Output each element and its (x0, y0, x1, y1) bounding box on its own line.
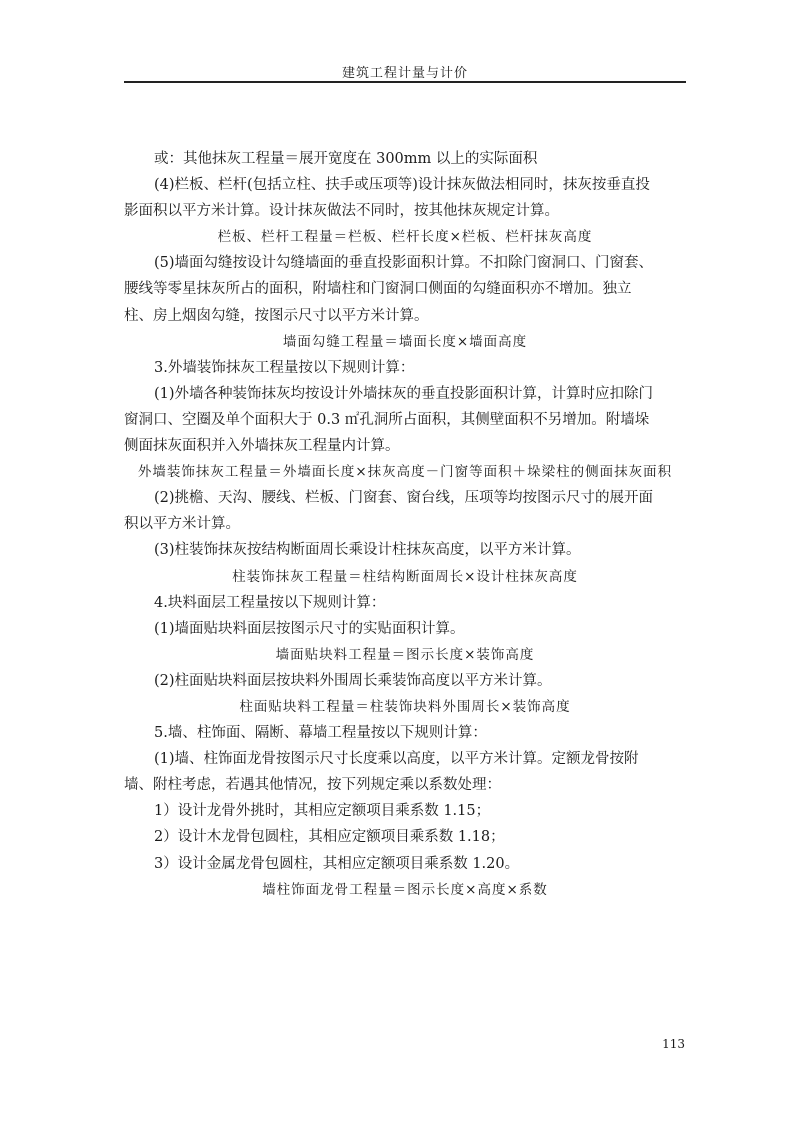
formula-line: 栏板、栏杆工程量＝栏板、栏杆长度×栏板、栏杆抹灰高度 (217, 229, 593, 246)
formula-line: 柱面贴块料工程量＝柱装饰块料外围周长×装饰高度 (239, 698, 571, 715)
body-text (124, 146, 686, 903)
text-line: (4)栏板、栏杆(包括立柱、扶手或压项等)设计抹灰做法相同时，抹灰按垂直投 (154, 177, 650, 194)
text-line: 积以平方米计算。 (124, 516, 240, 533)
formula-line: 墙面贴块料工程量＝图示长度×装饰高度 (275, 646, 535, 663)
page-number: 113 (662, 1037, 685, 1051)
formula-line: 墙面勾缝工程量＝墙面长度×墙面高度 (282, 333, 528, 350)
text-line: (3)柱装饰抹灰按结构断面周长乘设计柱抹灰高度，以平方米计算。 (154, 542, 581, 559)
text-line: 墙、附柱考虑，若遇其他情况，按下列规定乘以系数处理： (124, 777, 501, 794)
formula-line: 外墙装饰抹灰工程量＝外墙面长度×抹灰高度－门窗等面积＋垛梁柱的侧面抹灰面积 (137, 464, 673, 481)
text-line: 柱、房上烟囱勾缝，按图示尺寸以平方米计算。 (124, 307, 429, 324)
text-line: 1）设计龙骨外挑时，其相应定额项目乘系数 1.15； (154, 803, 491, 820)
text-line: 4.块料面层工程量按以下规则计算： (154, 594, 386, 611)
text-line: 侧面抹灰面积并入外墙抹灰工程量内计算。 (124, 438, 400, 455)
text-line: 腰线等零星抹灰所占的面积，附墙柱和门窗洞口侧面的勾缝面积亦不增加。独立 (124, 281, 632, 298)
text-line: 3.外墙装饰抹灰工程量按以下规则计算： (154, 359, 415, 376)
header-rule (124, 81, 686, 83)
text-line: 影面积以平方米计算。设计抹灰做法不同时，按其他抹灰规定计算。 (124, 203, 559, 220)
text-line: 5.墙、柱饰面、隔断、幕墙工程量按以下规则计算： (154, 725, 487, 742)
text-line: (1)墙、柱饰面龙骨按图示尺寸长度乘以高度，以平方米计算。定额龙骨按附 (154, 751, 639, 768)
text-line: 2）设计木龙骨包圆柱，其相应定额项目乘系数 1.18； (154, 829, 505, 846)
running-header-title: 建筑工程计量与计价 (341, 66, 468, 81)
text-line: 窗洞口、空圈及单个面积大于 0.3 ㎡孔洞所占面积，其侧壁面积不另增加。附墙垛 (124, 411, 650, 428)
text-line: (5)墙面勾缝按设计勾缝墙面的垂直投影面积计算。不扣除门窗洞口、门窗套、 (154, 255, 654, 272)
text-line: 或：其他抹灰工程量＝展开宽度在 300mm 以上的实际面积 (154, 151, 538, 167)
text-line: (1)墙面贴块料面层按图示尺寸的实贴面积计算。 (154, 620, 465, 637)
text-line: (1)外墙各种装饰抹灰均按设计外墙抹灰的垂直投影面积计算，计算时应扣除门 (154, 385, 654, 402)
text-line: (2)柱面贴块料面层按块料外围周长乘装饰高度以平方米计算。 (154, 672, 552, 689)
formula-line: 墙柱饰面龙骨工程量＝图示长度×高度×系数 (262, 881, 548, 898)
formula-line: 柱装饰抹灰工程量＝柱结构断面周长×设计柱抹灰高度 (232, 568, 578, 585)
text-line: 3）设计金属龙骨包圆柱，其相应定额项目乘系数 1.20。 (154, 855, 520, 872)
text-line: (2)挑檐、天沟、腰线、栏板、门窗套、窗台线，压项等均按图示尺寸的展开面 (154, 490, 654, 507)
